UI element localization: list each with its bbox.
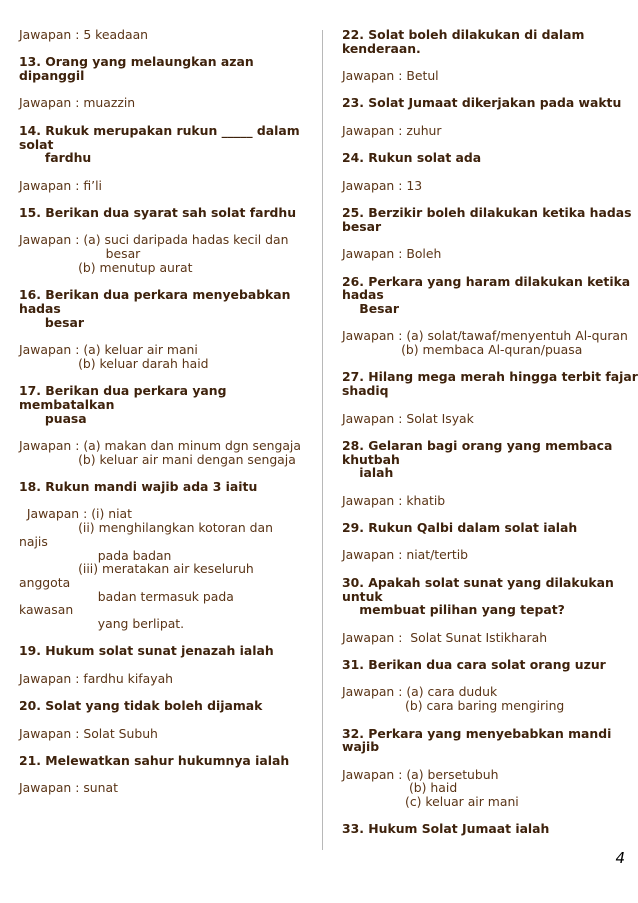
block-spacer [342,535,632,549]
block-spacer [342,110,632,124]
text-line: 32. Perkara yang menyebabkan mandi [342,725,612,741]
answer-text [342,631,632,645]
block-spacer [342,398,632,412]
text-line: (b) haid [342,780,458,796]
block-spacer [342,316,632,330]
block-spacer [342,192,632,206]
text-line: khutbah [342,451,400,467]
text-line: fardhu [19,150,92,166]
question-text [342,206,632,233]
text-line: wajib [342,739,380,755]
text-line: 16. Berikan dua perkara menyebabkan [19,287,291,303]
question-text [19,55,319,82]
text-line: Jawapan : khatib [342,492,446,508]
block-spacer [342,165,632,179]
question-text [19,699,319,713]
block-spacer [342,425,632,439]
text-line: yang berlipat. [19,616,185,632]
text-line: Jawapan : (a) suci daripada hadas kecil dan [19,232,289,248]
answer-text [342,412,632,426]
text-line: membatalkan [19,396,115,412]
block-spacer [342,672,632,686]
block-spacer [19,192,319,206]
block-spacer [342,357,632,371]
answer-text [19,781,319,795]
text-line: (b) membaca Al-quran/puasa [342,342,583,358]
text-line: solat [19,136,54,152]
text-line: dipanggil [19,68,85,84]
text-line: (iii) meratakan air keseluruh [19,561,254,577]
text-line: Jawapan : muazzin [19,95,136,111]
text-line: hadas [19,300,61,316]
text-line: najis [19,533,48,549]
question-text [342,369,638,399]
text-line: (b) menutup aurat [19,259,193,275]
question-text [342,521,632,535]
text-line: Jawapan : fi’li [19,177,102,193]
text-line: Jawapan : Betul [342,68,439,84]
answer-text [19,439,319,466]
text-line: Jawapan : Solat Isyak [342,410,474,426]
question-text [19,288,319,329]
answer-text [342,329,632,356]
text-line: Jawapan : (a) cara duduk [342,684,498,700]
page-number: 4 [615,849,625,867]
question-text [342,727,632,754]
answer-text [19,727,319,741]
question-text [342,275,632,316]
question-text [19,754,319,768]
text-line: (ii) menghilangkan kotoran dan [19,520,273,536]
answer-text [342,548,632,562]
block-spacer [19,83,319,97]
question-text [342,439,632,480]
text-line: Jawapan : (a) keluar air mani [19,342,198,358]
text-line: 15. Berikan dua syarat sah solat fardhu [19,205,297,221]
block-spacer [342,233,632,247]
text-line: Jawapan : 13 [342,177,423,193]
text-line: Besar [342,300,399,316]
question-text [342,822,632,836]
block-spacer [19,494,319,508]
text-line: 20. Solat yang tidak boleh dijamak [19,698,263,714]
text-line: Jawapan : (i) niat [19,506,133,522]
text-line: 22. Solat boleh dilakukan di dalam [342,27,585,42]
answer-text [19,507,319,630]
block-spacer [342,507,632,521]
block-spacer [19,713,319,727]
text-line: badan termasuk pada [19,588,234,604]
text-line: Jawapan : 5 keadaan [19,27,149,42]
answer-text [342,179,632,193]
block-spacer [19,275,319,289]
text-line: (b) keluar darah haid [19,355,209,371]
block-spacer [19,466,319,480]
block-spacer [342,713,632,727]
question-text [19,384,319,425]
question-text [19,644,319,658]
text-line: kawasan [19,602,74,618]
block-spacer [19,42,319,56]
block-spacer [19,768,319,782]
block-spacer [342,754,632,768]
block-spacer [19,370,319,384]
text-line: membuat pilihan yang tepat? [342,602,565,618]
text-line: shadiq [342,383,389,399]
question-text [19,480,319,494]
question-text [342,576,632,617]
block-spacer [19,110,319,124]
block-spacer [19,658,319,672]
text-line: Jawapan : Boleh [342,246,442,262]
column-divider [322,30,323,850]
text-line: (b) keluar air mani dengan sengaja [19,451,296,467]
answer-text [342,124,632,138]
block-spacer [19,165,319,179]
answer-text [342,685,632,712]
text-line: Jawapan : sunat [19,780,118,796]
block-spacer [19,220,319,234]
text-line: kenderaan. [342,40,421,56]
answer-text [342,494,632,508]
question-text [19,206,319,220]
question-text [19,124,319,165]
block-spacer [342,138,632,152]
text-line: besar [342,218,382,234]
text-line: untuk [342,588,383,604]
question-text [342,658,632,672]
block-spacer [19,686,319,700]
text-line: 29. Rukun Qalbi dalam solat ialah [342,520,578,536]
text-line: besar [19,314,85,330]
question-text [342,28,632,55]
block-spacer [19,329,319,343]
block-spacer [342,644,632,658]
answer-text [19,28,319,42]
block-spacer [342,55,632,69]
text-line: 17. Berikan dua perkara yang [19,383,227,399]
text-line: Jawapan : Solat Subuh [19,725,158,741]
text-line: 21. Melewatkan sahur hukumnya ialah [19,753,290,768]
text-line: Jawapan : niat/tertib [342,547,468,563]
text-line: Jawapan : (a) makan dan minum dgn sengaja [19,437,301,453]
block-spacer [19,740,319,754]
answer-text [19,343,319,370]
text-line: 23. Solat Jumaat dikerjakan pada waktu [342,95,622,111]
text-line: (b) cara baring mengiring [342,698,565,714]
text-line: 25. Berzikir boleh dilakukan ketika hadas [342,205,632,221]
answer-text [19,233,319,274]
block-spacer [342,562,632,576]
block-spacer [342,480,632,494]
answer-text [342,768,632,809]
text-line: ialah [342,465,394,481]
text-line: 31. Berikan dua cara solat orang uzur [342,657,606,673]
text-line: 27. Hilang mega merah hingga terbit fajar [342,369,638,385]
answer-text [19,96,319,110]
text-line: 19. Hukum solat sunat jenazah ialah [19,643,274,659]
text-line: 26. Perkara yang haram dilakukan ketika [342,273,631,289]
block-spacer [342,83,632,97]
text-line: Jawapan : (a) bersetubuh [342,766,499,782]
answer-text [19,672,319,686]
text-line: pada badan [19,547,172,563]
answer-text [342,247,632,261]
text-line: anggota [19,574,71,590]
answer-text [19,179,319,193]
left-column [19,28,319,795]
text-line: besar [19,246,141,262]
text-line: 33. Hukum Solat Jumaat ialah [342,821,550,837]
text-line: puasa [19,410,87,426]
question-text [342,151,632,165]
text-line: 13. Orang yang melaungkan azan [19,54,254,70]
block-spacer [342,617,632,631]
text-line: 18. Rukun mandi wajib ada 3 iaitu [19,479,258,495]
question-text [342,96,632,110]
block-spacer [342,261,632,275]
text-line: 30. Apakah solat sunat yang dilakukan [342,574,614,590]
text-line: 14. Rukuk merupakan rukun _____ dalam [19,122,300,138]
text-line: Jawapan : fardhu kifayah [19,670,174,686]
text-line: Jawapan : (a) solat/tawaf/menyentuh Al-quran [342,328,628,344]
text-line: (c) keluar air mani [342,794,519,810]
answer-text [342,69,632,83]
block-spacer [342,809,632,823]
block-spacer [19,631,319,645]
text-line: 24. Rukun solat ada [342,150,482,166]
block-spacer [19,425,319,439]
right-column [342,27,638,837]
text-line: 28. Gelaran bagi orang yang membaca [342,437,613,453]
text-line: Jawapan : Solat Sunat Istikharah [342,629,548,645]
text-line: hadas [342,287,384,303]
text-line: Jawapan : zuhur [342,122,442,138]
